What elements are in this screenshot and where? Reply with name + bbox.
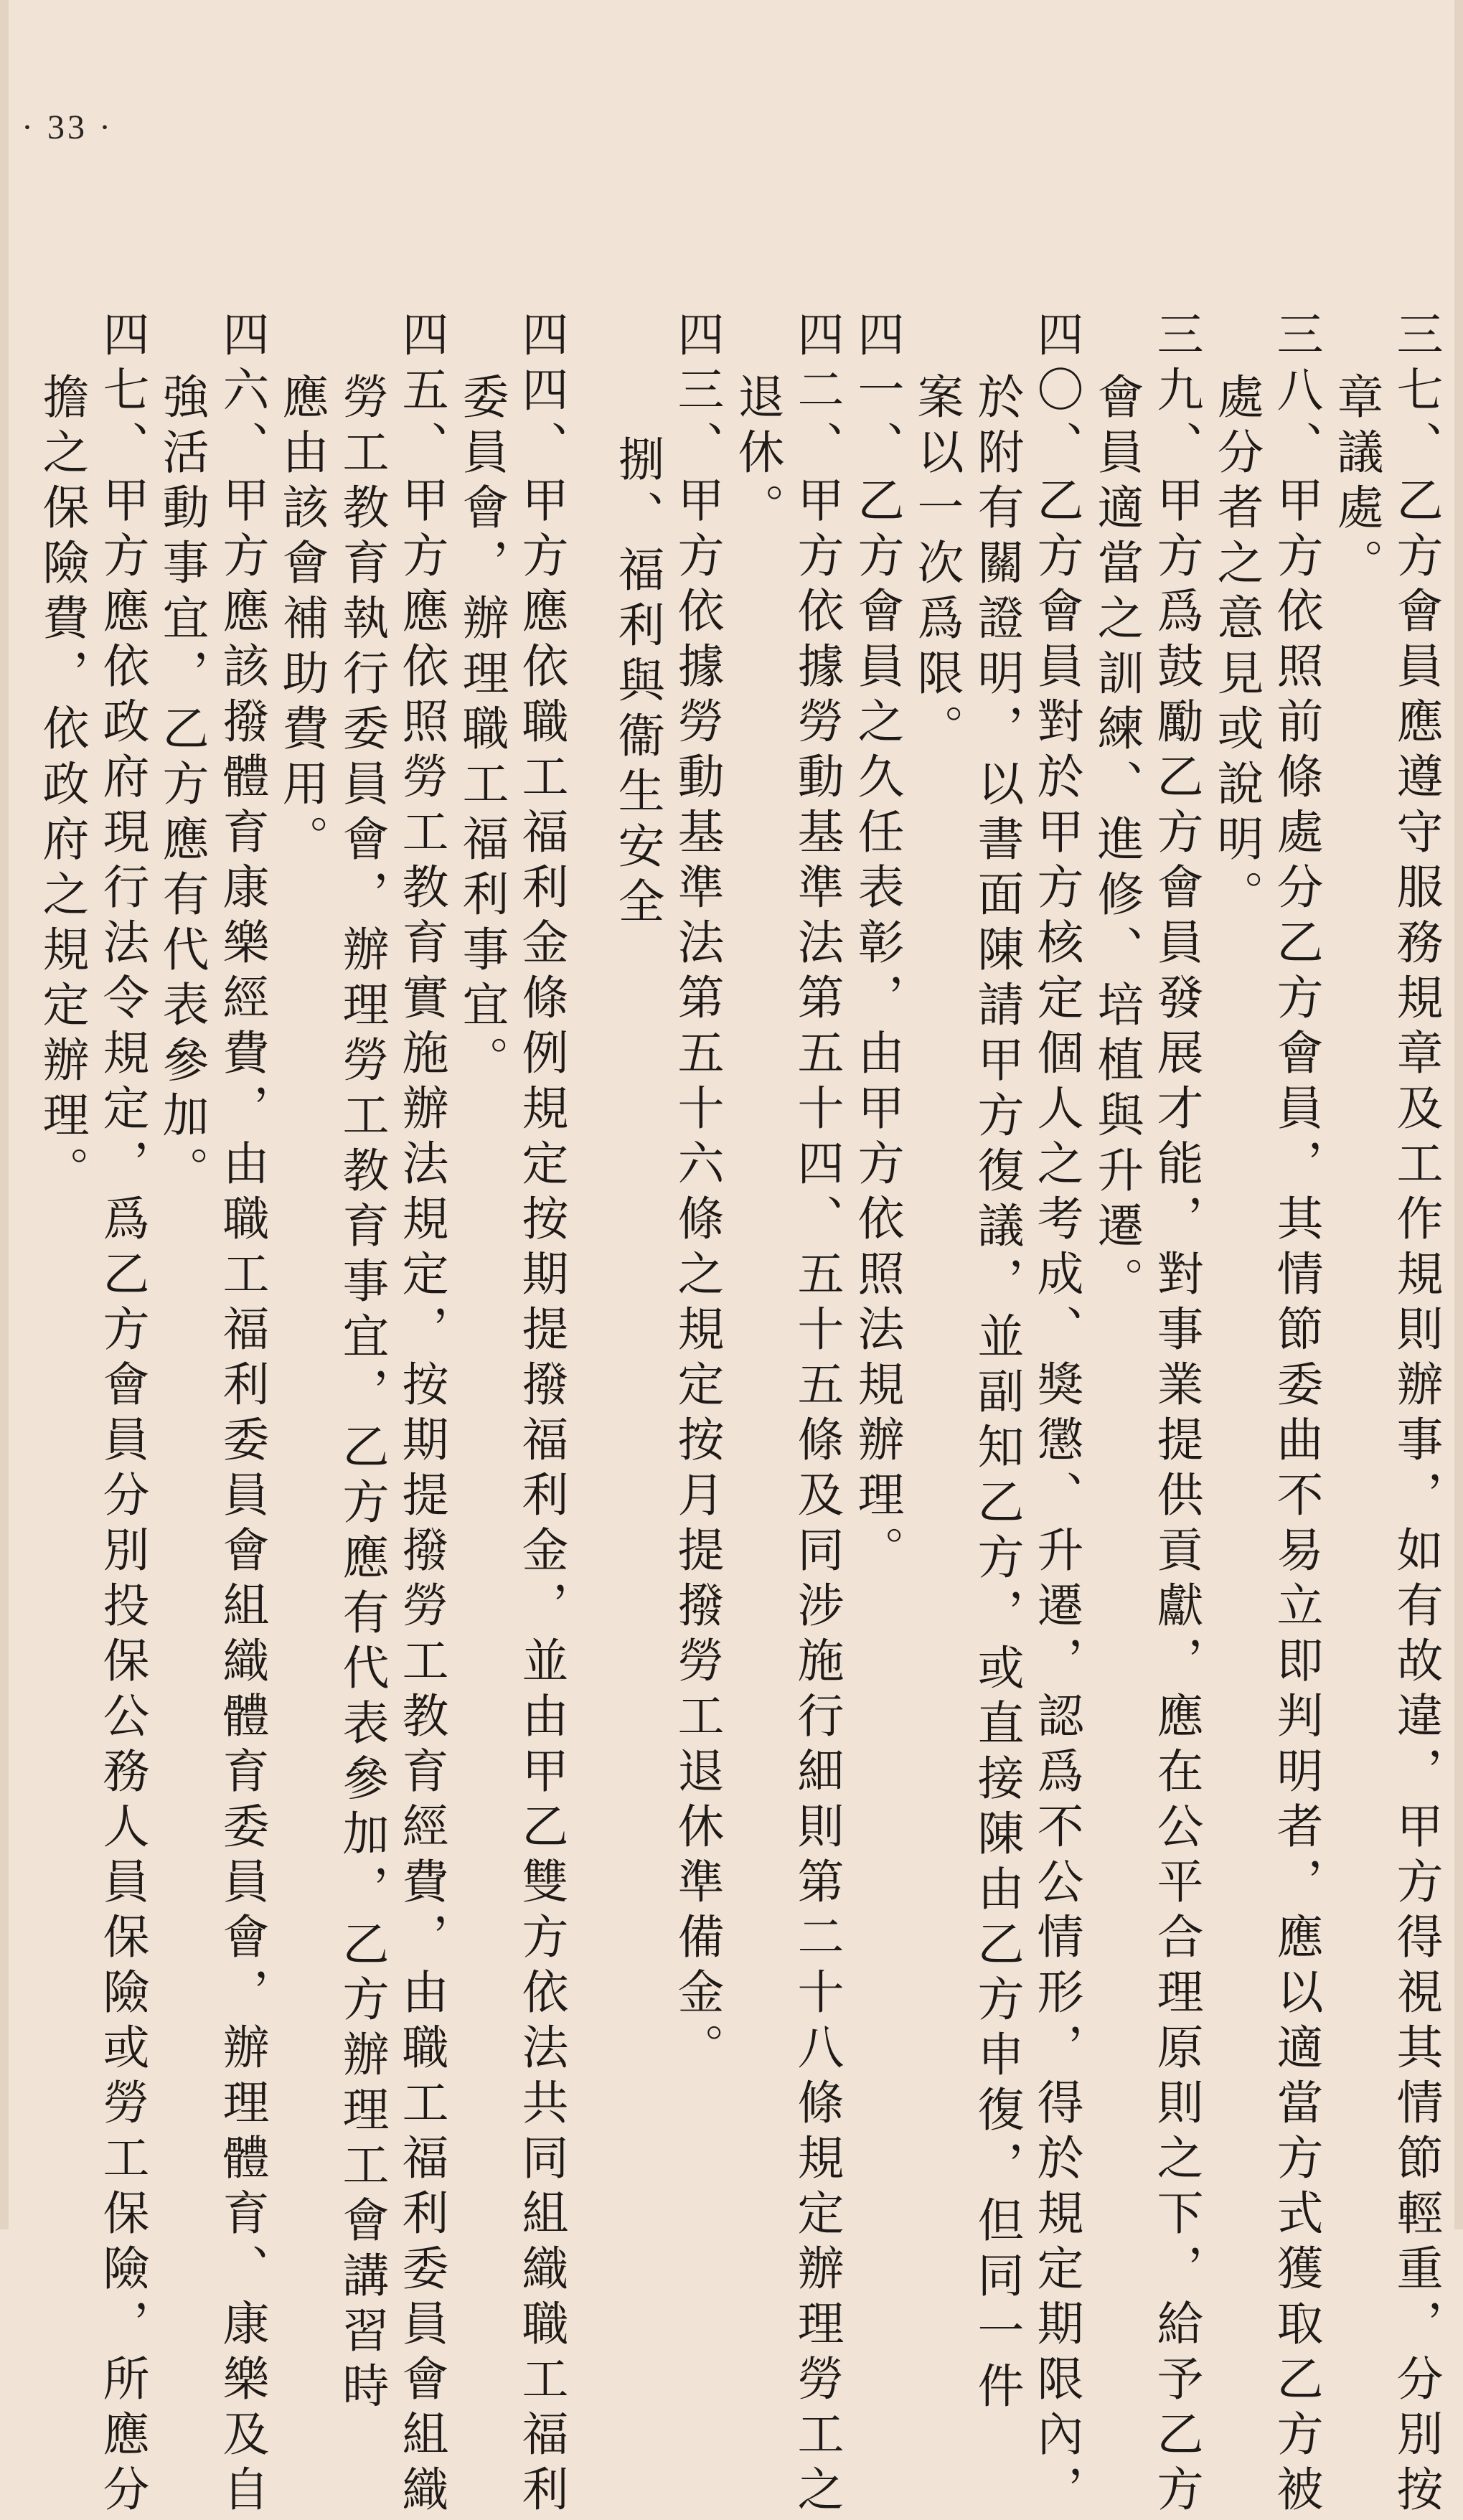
page-edge-right bbox=[1454, 0, 1463, 2229]
text-column-article-42-cont: 退休。 bbox=[730, 372, 784, 538]
text-column-article-42: 四二、甲方依據勞動基準法第五十四、五十五條及同涉施行細則第二十八條規定辦理勞工之 bbox=[789, 310, 843, 2520]
section-heading: 捌、福利與衞生安全 bbox=[610, 435, 664, 932]
text-column-article-45-cont2: 應由該會補助費用。 bbox=[274, 372, 328, 870]
text-column-article-40-cont: 於附有關證明，以書面陳請甲方復議，並副知乙方，或直接陳由乙方申復，但同一件 bbox=[969, 372, 1023, 2417]
text-column-article-44-cont: 委員會，辦理職工福利事宜。 bbox=[454, 372, 508, 1091]
page-edge-left bbox=[0, 0, 9, 2229]
page-number: · 33 · bbox=[22, 108, 113, 146]
text-column-article-45: 四五、甲方應依照勞工教育實施辦法規定，按期提撥勞工教育經費，由職工福利委員會組織 bbox=[394, 310, 448, 2520]
text-column-article-37: 三七、乙方會員應遵守服務規章及工作規則辦事，如有故違，甲方得視其情節輕重，分別按 bbox=[1388, 310, 1442, 2520]
text-column-article-46: 四六、甲方應該撥體育康樂經費，由職工福利委員會組織體育委員會，辦理體育、康樂及自 bbox=[215, 310, 268, 2520]
text-column-article-44: 四四、甲方應依職工福利金條例規定按期提撥福利金，並由甲乙雙方依法共同組織職工福利 bbox=[514, 310, 568, 2520]
text-column-article-39: 三九、甲方爲鼓勵乙方會員發展才能，對事業提供貢獻，應在公平合理原則之下，給予乙方 bbox=[1149, 310, 1203, 2520]
text-column-article-46-cont: 強活動事宜，乙方應有代表參加。 bbox=[154, 372, 208, 1201]
text-column-article-41: 四一、乙方會員之久任表彰，由甲方依照法規辦理。 bbox=[850, 310, 903, 1581]
text-column-article-39-cont: 會員適當之訓練、進修、培植與升遷。 bbox=[1089, 372, 1143, 1312]
text-column-article-38: 三八、甲方依照前條處分乙方會員，其情節委曲不易立即判明者，應以適當方式獲取乙方被 bbox=[1269, 310, 1322, 2520]
text-column-article-40-cont2: 案以一次爲限。 bbox=[909, 372, 963, 759]
text-column-article-47-cont: 擔之保險費，依政府之規定辦理。 bbox=[34, 372, 88, 1201]
text-column-article-47: 四七、甲方應依政府現行法令規定，爲乙方會員分別投保公務人員保險或勞工保險，所應分 bbox=[95, 310, 149, 2520]
text-column-article-43: 四三、甲方依據勞動基準法第五十六條之規定按月提撥勞工退休準備金。 bbox=[669, 310, 723, 2078]
text-column-article-38-cont: 處分者之意見或說明。 bbox=[1209, 372, 1263, 925]
text-column-article-45-cont: 勞工教育執行委員會，辦理勞工教育事宜，乙方應有代表參加，乙方辦理工會講習時 bbox=[334, 372, 388, 2417]
text-column-article-40: 四〇、乙方會員對於甲方核定個人之考成、獎懲、升遷，認爲不公情形，得於規定期限內， bbox=[1029, 310, 1083, 2520]
text-column-article-37-cont: 章議處。 bbox=[1329, 372, 1383, 593]
